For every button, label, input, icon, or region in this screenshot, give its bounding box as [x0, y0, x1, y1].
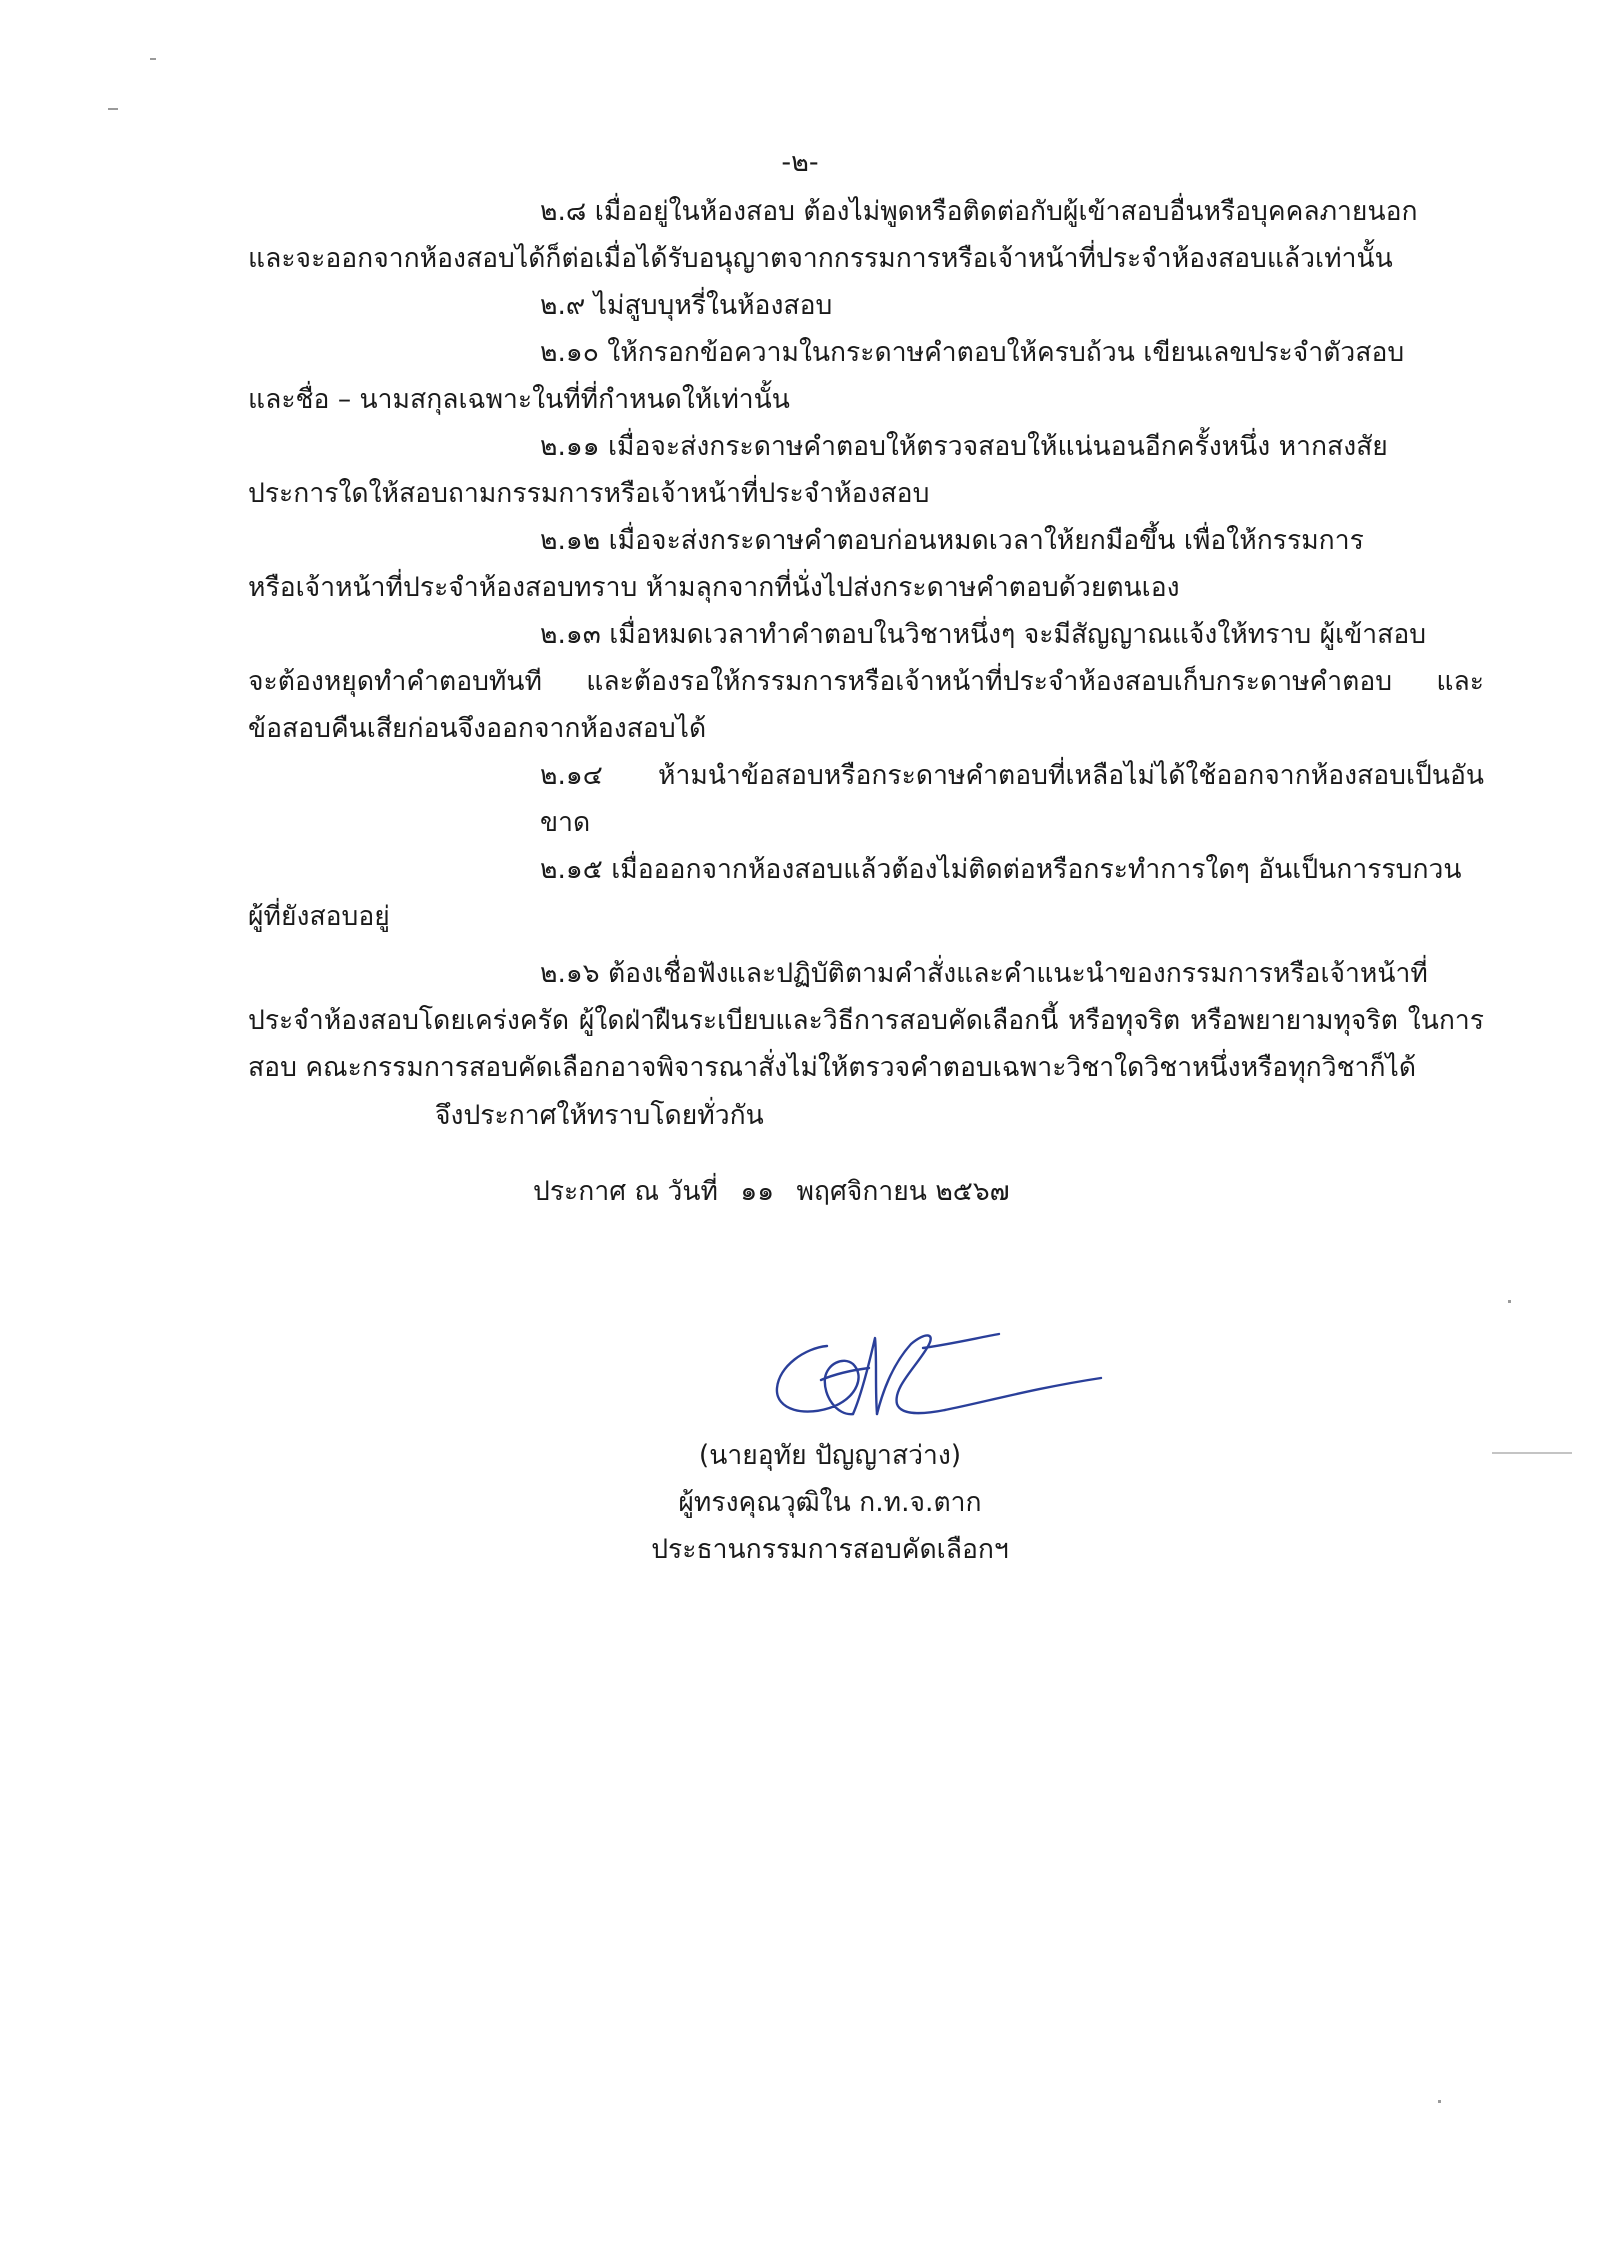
scan-speck [108, 108, 118, 110]
rule-2-13 [248, 611, 1484, 752]
rule-continuation: ผู้ที่ยังสอบอยู่ [248, 901, 390, 932]
rule-2-12 [248, 517, 1484, 611]
scan-speck [1438, 2100, 1441, 2103]
rule-2-9 [248, 282, 1484, 329]
signatory-block [640, 1432, 1020, 1573]
handwritten-signature [765, 1318, 1105, 1428]
rule-2-11 [248, 423, 1484, 517]
date-day: ๑๑ [740, 1176, 775, 1207]
rules-body [248, 188, 1484, 1091]
scan-speck [1492, 1452, 1572, 1454]
date-prefix: ประกาศ ณ วันที่ [533, 1176, 718, 1207]
scan-speck [1508, 1300, 1511, 1303]
rule-first-line: ๒.๑๖ ต้องเชื่อฟังและปฏิบัติตามคำสั่งและคำแนะนำของกรรมการหรือเจ้าหน้าที่ [540, 958, 1428, 989]
rule-first-line: ๒.๑๔ ห้ามนำข้อสอบหรือกระดาษคำตอบที่เหลือไม่ได้ใช้ออกจากห้องสอบเป็นอันขาด [540, 760, 1484, 838]
rule-2-10 [248, 329, 1484, 423]
rule-continuation: และจะออกจากห้องสอบได้ก็ต่อเมื่อได้รับอนุญาตจากกรรมการหรือเจ้าหน้าที่ประจำห้องสอบแล้วเท่านั้น [248, 243, 1393, 274]
rule-2-14 [248, 752, 1484, 846]
rule-first-line: ๒.๘ เมื่ออยู่ในห้องสอบ ต้องไม่พูดหรือติดต่อกับผู้เข้าสอบอื่นหรือบุคคลภายนอก [540, 196, 1418, 227]
rule-continuation: จะต้องหยุดทำคำตอบทันที และต้องรอให้กรรมการหรือเจ้าหน้าที่ประจำห้องสอบเก็บกระดาษคำตอบ และข้อสอบคืนเสียก่อนจึงออกจากห้องสอบได้ [248, 666, 1484, 744]
rule-continuation: ประจำห้องสอบโดยเคร่งครัด ผู้ใดฝ่าฝืนระเบียบและวิธีการสอบคัดเลือกนี้ หรือทุจริต หรือพยายามทุจริต ในการสอบ คณะกรรมการสอบคัดเลือกอาจพิจารณาสั่งไม่ให้ตรวจคำตอบเฉพาะวิชาใดวิชาหนึ่งหรือทุกวิชาก็ได้ [248, 1005, 1484, 1083]
rule-first-line: ๒.๑๒ เมื่อจะส่งกระดาษคำตอบก่อนหมดเวลาให้ยกมือขึ้น เพื่อให้กรรมการ [540, 525, 1364, 556]
rule-continuation: หรือเจ้าหน้าที่ประจำห้องสอบทราบ ห้ามลุกจากที่นั่งไปส่งกระดาษคำตอบด้วยตนเอง [248, 572, 1180, 603]
announcement-line: จึงประกาศให้ทราบโดยทั่วกัน [435, 1100, 764, 1131]
rule-first-line: ๒.๙ ไม่สูบบุหรี่ในห้องสอบ [540, 290, 833, 321]
scan-speck [150, 58, 156, 60]
rule-first-line: ๒.๑๕ เมื่อออกจากห้องสอบแล้วต้องไม่ติดต่อหรือกระทำการใดๆ อันเป็นการรบกวน [540, 854, 1462, 885]
rule-first-line: ๒.๑๑ เมื่อจะส่งกระดาษคำตอบให้ตรวจสอบให้แน่นอนอีกครั้งหนึ่ง หากสงสัย [540, 431, 1388, 462]
date-month-year: พฤศจิกายน ๒๕๖๗ [796, 1176, 1010, 1207]
rule-2-15 [248, 846, 1484, 940]
rule-continuation: ประการใดให้สอบถามกรรมการหรือเจ้าหน้าที่ประจำห้องสอบ [248, 478, 930, 509]
rule-first-line: ๒.๑๓ เมื่อหมดเวลาทำคำตอบในวิชาหนึ่งๆ จะมีสัญญาณแจ้งให้ทราบ ผู้เข้าสอบ [540, 619, 1427, 650]
rule-continuation: และชื่อ – นามสกุลเฉพาะในที่ที่กำหนดให้เท่านั้น [248, 384, 790, 415]
rule-first-line: ๒.๑๐ ให้กรอกข้อความในกระดาษคำตอบให้ครบถ้วน เขียนเลขประจำตัวสอบ [540, 337, 1405, 368]
rule-2-8 [248, 188, 1484, 282]
signatory-position: ผู้ทรงคุณวุฒิใน ก.ท.จ.ตาก [678, 1487, 982, 1518]
signatory-name: (นายอุทัย ปัญญาสว่าง) [698, 1440, 962, 1471]
page-number: -๒- [781, 147, 819, 178]
signatory-title: ประธานกรรมการสอบคัดเลือกฯ [651, 1534, 1009, 1565]
rule-2-16 [248, 950, 1484, 1091]
announcement-date [533, 1168, 1024, 1215]
